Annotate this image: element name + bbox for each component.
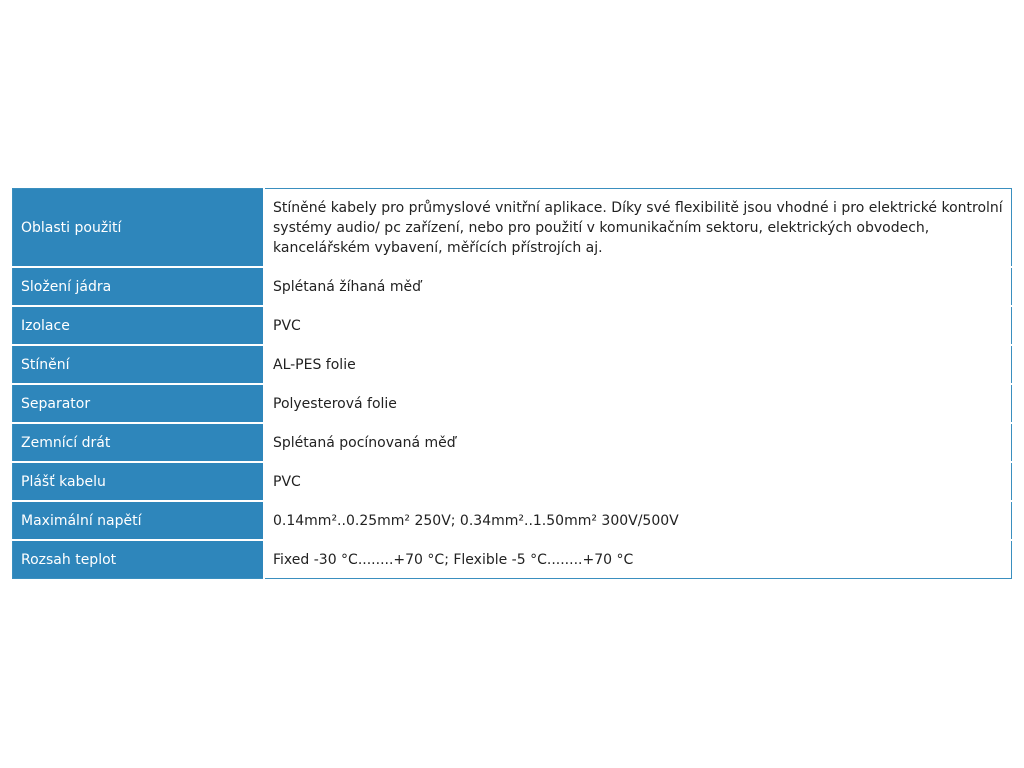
- row-value: PVC: [264, 306, 1012, 345]
- table-row: [13, 345, 1012, 384]
- table-row: [13, 423, 1012, 462]
- row-value: Splétaná žíhaná měď: [264, 267, 1012, 306]
- row-label: Zemnící drát: [13, 423, 265, 462]
- row-label: Maximální napětí: [13, 501, 265, 540]
- row-label: Separator: [13, 384, 265, 423]
- row-value: Splétaná pocínovaná měď: [264, 423, 1012, 462]
- table-row: [13, 189, 1012, 268]
- table-row: [13, 384, 1012, 423]
- table-row: [13, 306, 1012, 345]
- row-label: Stínění: [13, 345, 265, 384]
- table-row: [13, 540, 1012, 579]
- spec-table: [12, 188, 1012, 579]
- row-value: Fixed -30 °C........+70 °C; Flexible -5 °C........+70 °C: [264, 540, 1012, 579]
- row-label: Izolace: [13, 306, 265, 345]
- row-label: Rozsah teplot: [13, 540, 265, 579]
- row-label: Plášť kabelu: [13, 462, 265, 501]
- row-label: Oblasti použití: [13, 189, 265, 268]
- row-value: 0.14mm²..0.25mm² 250V; 0.34mm²..1.50mm² 300V/500V: [264, 501, 1012, 540]
- table-row: [13, 501, 1012, 540]
- row-value: PVC: [264, 462, 1012, 501]
- row-value: Stíněné kabely pro průmyslové vnitřní aplikace. Díky své flexibilitě jsou vhodné i pro elektrické kontrolní systémy audio/ pc zařízení, nebo pro použití v komunikačním sektoru, elektrických obvodech, kancelářském vybavení, měřících přístrojích aj.: [264, 189, 1012, 268]
- row-value: AL-PES folie: [264, 345, 1012, 384]
- table-row: [13, 462, 1012, 501]
- row-value: Polyesterová folie: [264, 384, 1012, 423]
- table-row: [13, 267, 1012, 306]
- row-label: Složení jádra: [13, 267, 265, 306]
